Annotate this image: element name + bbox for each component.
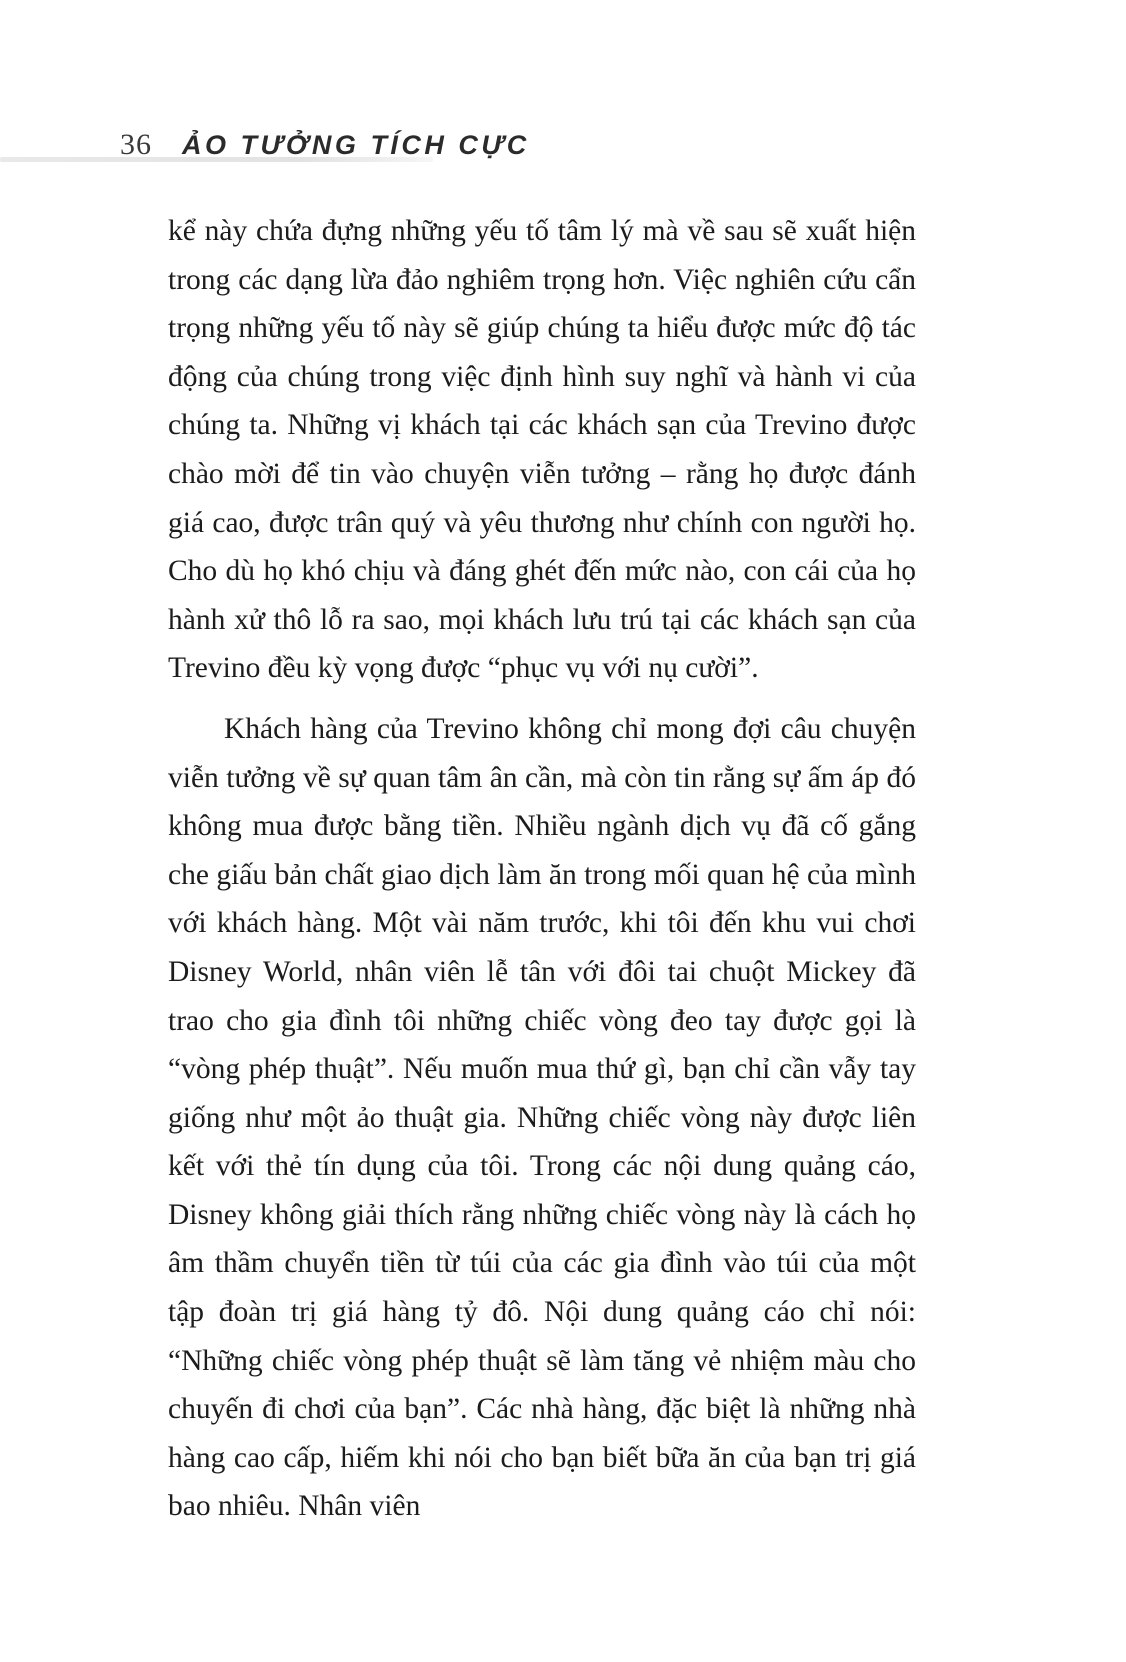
paragraph: Khách hàng của Trevino không chỉ mong đợi câu chuyện viễn tưởng về sự quan tâm ân cần, mà còn tin rằng sự ấm áp đó không mua được bằng tiền. Nhiều ngành dịch vụ đã cố gắng che giấu bản chất giao dịch làm ăn trong mối quan hệ của mình với khách hàng. Một vài năm trước, khi tôi đến khu vui chơi Disney World, nhân viên lễ tân với đôi tai chuột Mickey đã trao cho gia đình tôi những chiếc vòng đeo tay được gọi là “vòng phép thuật”. Nếu muốn mua thứ gì, bạn chỉ cần vẫy tay giống như một ảo thuật gia. Những chiếc vòng này được liên kết với thẻ tín dụng của tôi. Trong các nội dung quảng cáo, Disney không giải thích rằng những chiếc vòng này là cách họ âm thầm chuyển tiền từ túi của các gia đình vào túi của một tập đoàn trị giá hàng tỷ đô. Nội dung quảng cáo chỉ nói: “Những chiếc vòng phép thuật sẽ làm tăng vẻ nhiệm màu cho chuyến đi chơi của bạn”. Các nhà hàng, đặc biệt là những nhà hàng cao cấp, hiếm khi nói cho bạn biết bữa ăn của bạn trị giá bao nhiêu. Nhân viên (168, 712, 916, 1523)
body-text (168, 207, 916, 1531)
running-header (120, 128, 530, 162)
chapter-title: ẢO TƯỞNG TÍCH CỰC (182, 130, 530, 160)
paragraph-continuation: kể này chứa đựng những yếu tố tâm lý mà về sau sẽ xuất hiện trong các dạng lừa đảo nghiêm trọng hơn. Việc nghiên cứu cẩn trọng những yếu tố này sẽ giúp chúng ta hiểu được mức độ tác động của chúng trong việc định hình suy nghĩ và hành vi của chúng ta. Những vị khách tại các khách sạn của Trevino được chào mời để tin vào chuyện viễn tưởng – rằng họ được đánh giá cao, được trân quý và yêu thương như chính con người họ. Cho dù họ khó chịu và đáng ghét đến mức nào, con cái của họ hành xử thô lỗ ra sao, mọi khách lưu trú tại các khách sạn của Trevino đều kỳ vọng được “phục vụ với nụ cười”. (168, 215, 916, 685)
page-number: 36 (120, 128, 152, 161)
